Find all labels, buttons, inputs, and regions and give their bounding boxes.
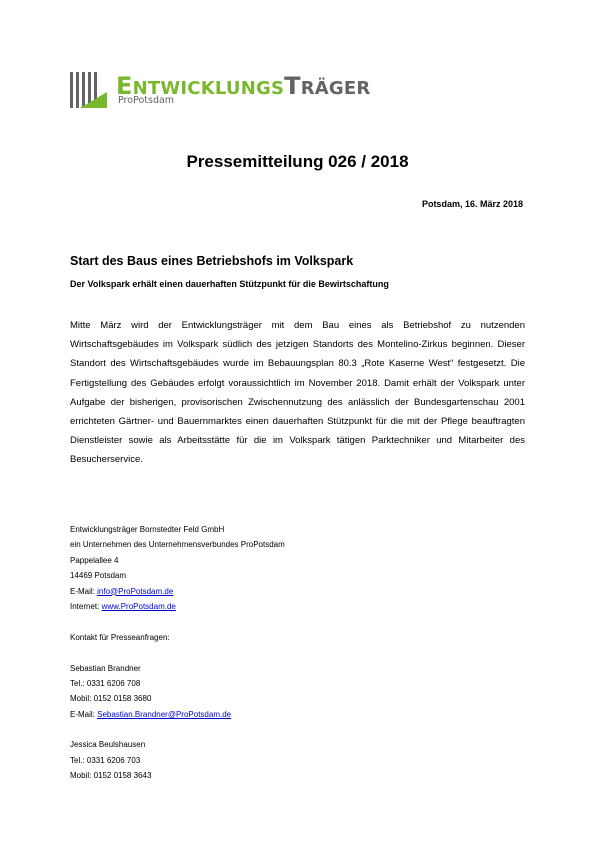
press-release-title: Pressemitteilung 026 / 2018	[186, 152, 409, 171]
contact-2-tel: Tel.: 0331 6206 703	[70, 755, 141, 765]
contact-block	[70, 522, 370, 784]
contact-heading: Kontakt für Presseanfragen:	[70, 632, 170, 642]
logo	[70, 70, 380, 110]
company-city: 14469 Potsdam	[70, 571, 127, 581]
company-internet-label: Internet:	[70, 601, 100, 611]
contact-2-mobil: Mobil: 0152 0158 3643	[70, 771, 152, 781]
contact-1-tel: Tel.: 0331 6206 708	[70, 678, 141, 688]
company-email-label: E-Mail:	[70, 586, 95, 596]
contact-1-mobil: Mobil: 0152 0158 3680	[70, 694, 152, 704]
company-internet-link[interactable]: www.ProPotsdam.de	[101, 601, 176, 611]
contact-1-email-label: E-Mail:	[70, 709, 95, 719]
contact-2-name: Jessica Beulshausen	[70, 740, 146, 750]
article-body: Mitte März wird der Entwicklungsträger mit dem Bau eines als Betriebshof zu nutzenden Wirtschaftsgebäudes im Volkspark südlich des jetzigen Standorts des Montelino-Zirkus beginnen. Dieser Standort des Wirtschaftsgebäudes wurde im Bebauungsplan 80.3 „Rote Kaserne West“ festgesetzt. Die Fertigstellung des Gebäudes erfolgt voraussichtlich im November 2018. Damit erhält der Volkspark unter Aufgabe der bisherigen, provisorischen Zwischennutzung des anlässlich der Bundesgartenschau 2001 errichteten Gärtner- und Bauernmarktes einen dauerhaften Stützpunkt für die mit der Pflege beauftragten Dienstleister sowie als Arbeitsstätte für die im Volkspark tätigen Parktechniker und Mitarbeiter des Besucherservice.	[70, 320, 525, 466]
company-email-row	[70, 584, 370, 599]
contact-1-email-row	[70, 707, 370, 722]
logo-barcode-icon	[70, 72, 108, 108]
contact-1-name: Sebastian Brandner	[70, 663, 141, 673]
article-subheadline: Der Volkspark erhält einen dauerhaften Stützpunkt für die Bewirtschaftung	[70, 279, 389, 289]
article-headline: Start des Baus eines Betriebshofs im Volkspark	[70, 254, 354, 268]
logo-subtitle: ProPotsdam	[118, 95, 175, 106]
contact-1-email-link[interactable]: Sebastian.Brandner@ProPotsdam.de	[97, 709, 232, 719]
company-member-line: ein Unternehmen des Unternehmensverbundes ProPotsdam	[70, 540, 285, 550]
company-email-link[interactable]: info@ProPotsdam.de	[97, 586, 174, 596]
company-internet-row	[70, 599, 370, 614]
logo-wordmark: ENTWICKLUNGSTRÄGER	[116, 72, 371, 100]
company-name: Entwicklungsträger Bornstedter Feld GmbH	[70, 525, 225, 534]
release-date: Potsdam, 16. März 2018	[421, 199, 523, 209]
company-street: Pappelallee 4	[70, 555, 119, 565]
